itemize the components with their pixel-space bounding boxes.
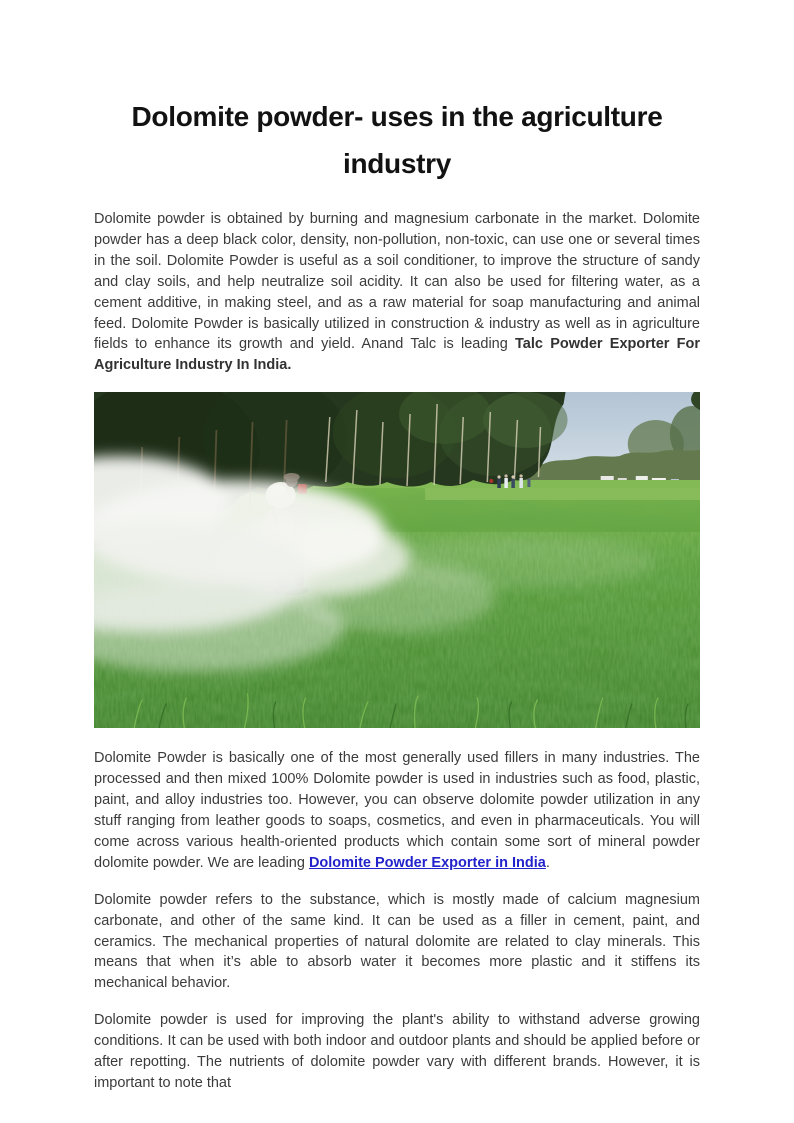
page-title [94,93,700,187]
paragraph-substance: Dolomite powder refers to the substance, which is mostly made of calcium magnesium carbonate, and other of the same kind. It can be used as a filler in cement, paint, and ceramics. The mechanical properties of natural dolomite are related to clay minerals. This means that when it’s able to absorb water it becomes more plastic and it stiffens its mechanical behavior. [94,891,700,992]
page-title-line1: Dolomite powder- uses in the agriculture [131,101,663,132]
paragraph-fillers-period: . [545,854,550,871]
dolomite-exporter-link[interactable]: Dolomite Powder Exporter in India [308,854,546,871]
talc-exporter-bold-text: Talc Powder Exporter For Agriculture Industry In India. [94,336,701,374]
paragraph-intro [94,209,700,376]
paragraph-plants: Dolomite powder is used for improving the plant's ability to withstand adverse growing conditions. It can be used with both indoor and outdoor plants and should be applied before or after repotting. The nutrients of dolomite powder vary with different brands. However, it is important to note that [94,1012,700,1091]
paragraph-fillers [94,748,700,873]
paragraph-fillers-text: Dolomite Powder is basically one of the most generally used fillers in many industries. The processed and then mixed 100% Dolomite powder is used in industries such as food, plastic, paint, and alloy industries too. However, you can observe dolomite powder utilization in any stuff ranging from leather goods to soaps, cosmetics, and even in pharmaceuticals. You will come across various health-oriented products which contain some sort of mineral powder dolomite powder. We are leading [94,750,700,871]
paragraph-intro-text: Dolomite powder is obtained by burning and magnesium carbonate in the market. Dolomite powder has a deep black color, density, non-pollution, non-toxic, can use one or several times in the soil. Dolomite Powder is useful as a soil conditioner, to improve the structure of sandy and clay soils, and help neutralize soil acidity. It can also be used for filtering water, as a cement additive, in making steel, and as a raw material for soap manufacturing and animal feed. Dolomite Powder is basically utilized in construction & industry as well as in agriculture fields to enhance its growth and yield. Anand Talc is leading [94,211,700,353]
page-title-line2: industry [342,148,452,179]
field-spraying-photo [94,392,700,728]
